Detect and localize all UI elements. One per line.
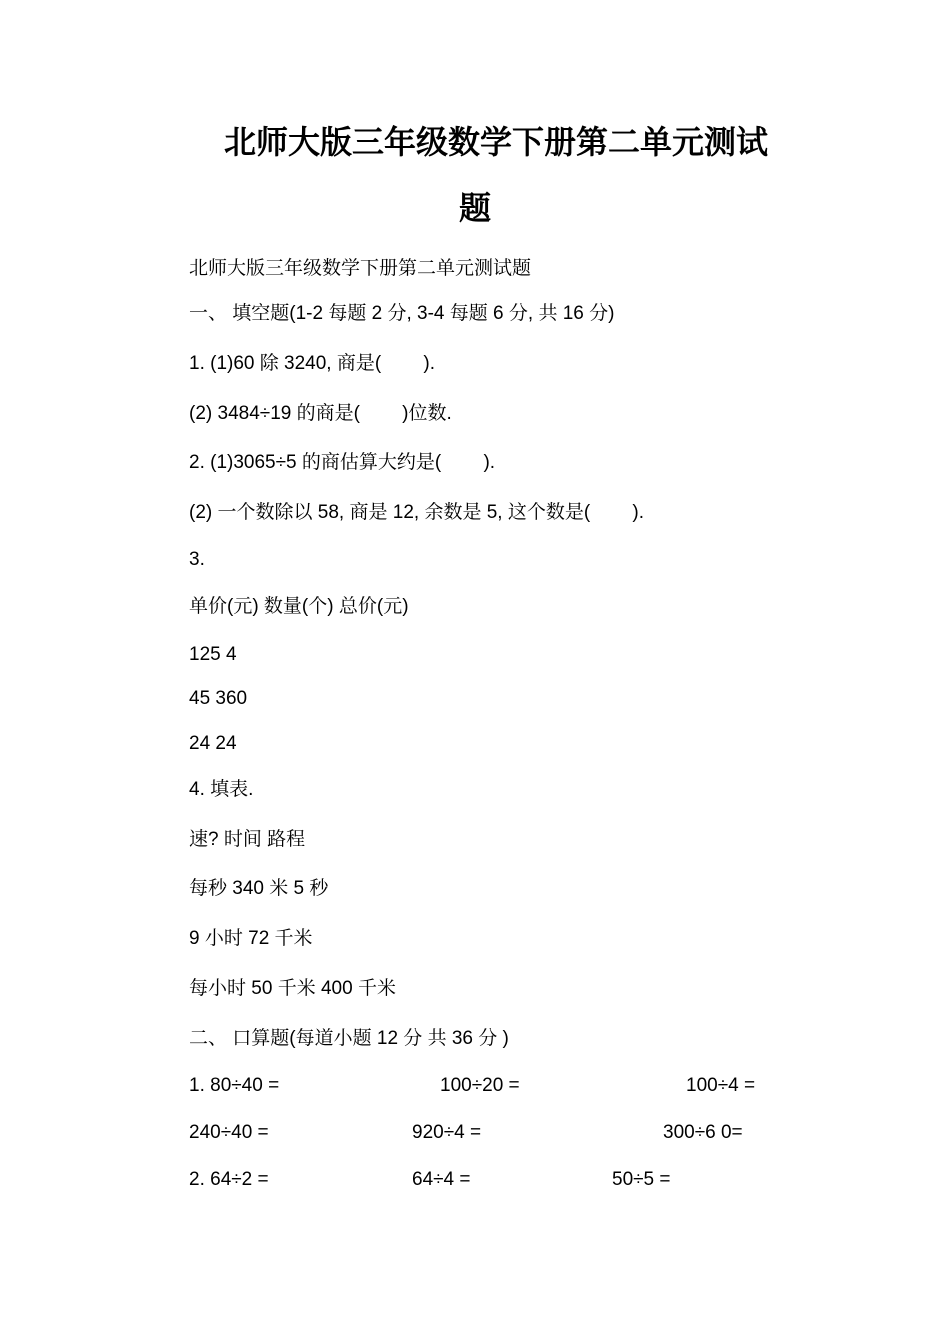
question-4-label: 4. 填表. bbox=[189, 779, 254, 800]
oral-calc-item: 920÷4 = bbox=[412, 1122, 482, 1143]
oral-calc-item: 100÷20 = bbox=[440, 1075, 520, 1096]
oral-calc-item: 1. 80÷40 = bbox=[189, 1075, 280, 1096]
question-1-part-1: 1. (1)60 除 3240, 商是( ). bbox=[189, 353, 436, 374]
question-1-part-2: (2) 3484÷19 的商是( )位数. bbox=[189, 403, 452, 424]
page-title-line-2: 题 bbox=[459, 189, 492, 227]
oral-calc-item: 240÷40 = bbox=[189, 1122, 269, 1143]
question-2-part-2: (2) 一个数除以 58, 商是 12, 余数是 5, 这个数是( ). bbox=[189, 502, 645, 523]
section-2-heading: 二、 口算题(每道小题 12 分 共 36 分 ) bbox=[189, 1028, 509, 1049]
question-3-table-row: 45 360 bbox=[189, 688, 248, 709]
document-subtitle: 北师大版三年级数学下册第二单元测试题 bbox=[189, 258, 532, 279]
oral-calc-item: 2. 64÷2 = bbox=[189, 1169, 269, 1190]
question-3-table-header: 单价(元) 数量(个) 总价(元) bbox=[189, 596, 409, 617]
question-4-table-row: 9 小时 72 千米 bbox=[189, 928, 313, 949]
question-2-part-1: 2. (1)3065÷5 的商估算大约是( ). bbox=[189, 452, 496, 473]
question-3-table-row: 125 4 bbox=[189, 644, 237, 665]
question-3-label: 3. bbox=[189, 549, 205, 570]
question-3-table-row: 24 24 bbox=[189, 733, 237, 754]
question-4-table-row: 每秒 340 米 5 秒 bbox=[189, 878, 329, 899]
oral-calc-item: 64÷4 = bbox=[412, 1169, 471, 1190]
question-4-table-row: 每小时 50 千米 400 千米 bbox=[189, 978, 396, 999]
section-1-heading: 一、 填空题(1-2 每题 2 分, 3-4 每题 6 分, 共 16 分) bbox=[189, 303, 615, 324]
oral-calc-item: 300÷6 0= bbox=[663, 1122, 743, 1143]
oral-calc-item: 50÷5 = bbox=[612, 1169, 671, 1190]
oral-calc-item: 100÷4 = bbox=[686, 1075, 756, 1096]
page-title-line-1: 北师大版三年级数学下册第二单元测试 bbox=[224, 123, 769, 161]
question-4-table-header: 速? 时间 路程 bbox=[189, 829, 306, 850]
